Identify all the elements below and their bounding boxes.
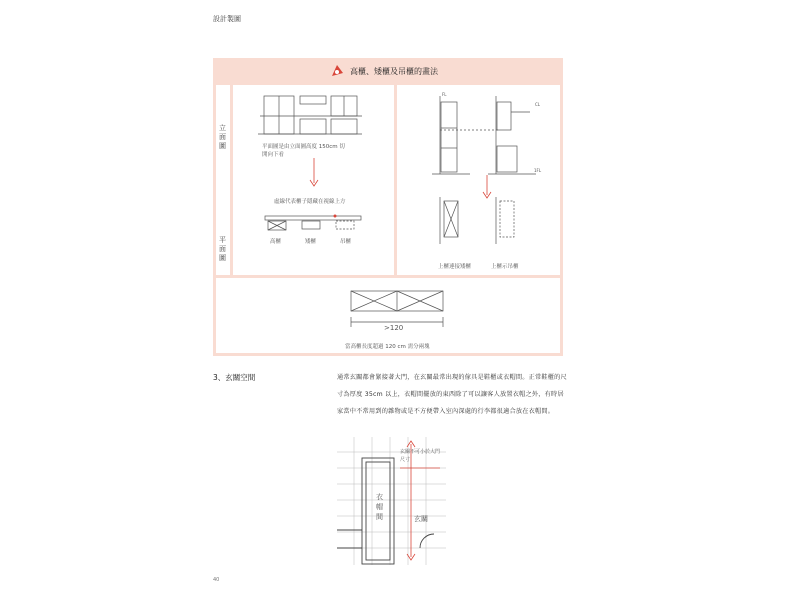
cabinet-label-low: 矮櫃 [305, 239, 317, 245]
plan-note: 玄關不可小於大門尺寸 [400, 449, 441, 463]
tag-fl-1: FL [442, 92, 447, 97]
plan-room-label: 玄關 [414, 515, 428, 523]
section-title: 3、玄關空間 [213, 373, 256, 382]
cabinet-label-tall: 高櫃 [270, 239, 282, 245]
middle-note: 虛線代表櫃子隱藏在視線上方 [274, 199, 346, 205]
page-number: 40 [213, 577, 220, 583]
row-label-elevation: 立面圖 [219, 124, 226, 150]
bottom-caption: 當高櫃長度超過 120 cm 需分兩塊 [345, 344, 430, 350]
tag-hfl: 1FL [534, 168, 542, 173]
section-paragraph: 通常玄關都會緊接著大門，在玄關最常出現的傢具是鞋櫃或衣帽間。正常鞋櫃的尺寸為厚度 35cm 以上，衣帽間擺放的東西除了可以讓客人放置衣帽之外，有時居家當中不常用到的雜物或是不方便帶入室內深處的行李都很適合放在衣帽間。 [337, 374, 567, 415]
left-note: 平面圖是由立面圖高度 150cm 切開向下看 [262, 144, 345, 158]
plan-cabinet-label: 衣帽間 [376, 493, 383, 521]
panel-title: 高櫃、矮櫃及吊櫃的畫法 [350, 67, 438, 76]
running-header: 設計製圖 [213, 15, 241, 23]
right-caption-1: 上櫃連接矮櫃 [438, 264, 472, 270]
cabinet-label-hanging: 吊櫃 [340, 239, 352, 245]
tag-cl: CL [535, 102, 541, 107]
dimension-label: >120 [384, 324, 404, 332]
row-label-plan: 平面圖 [219, 236, 226, 262]
right-caption-2: 上櫃示吊櫃 [491, 264, 519, 270]
